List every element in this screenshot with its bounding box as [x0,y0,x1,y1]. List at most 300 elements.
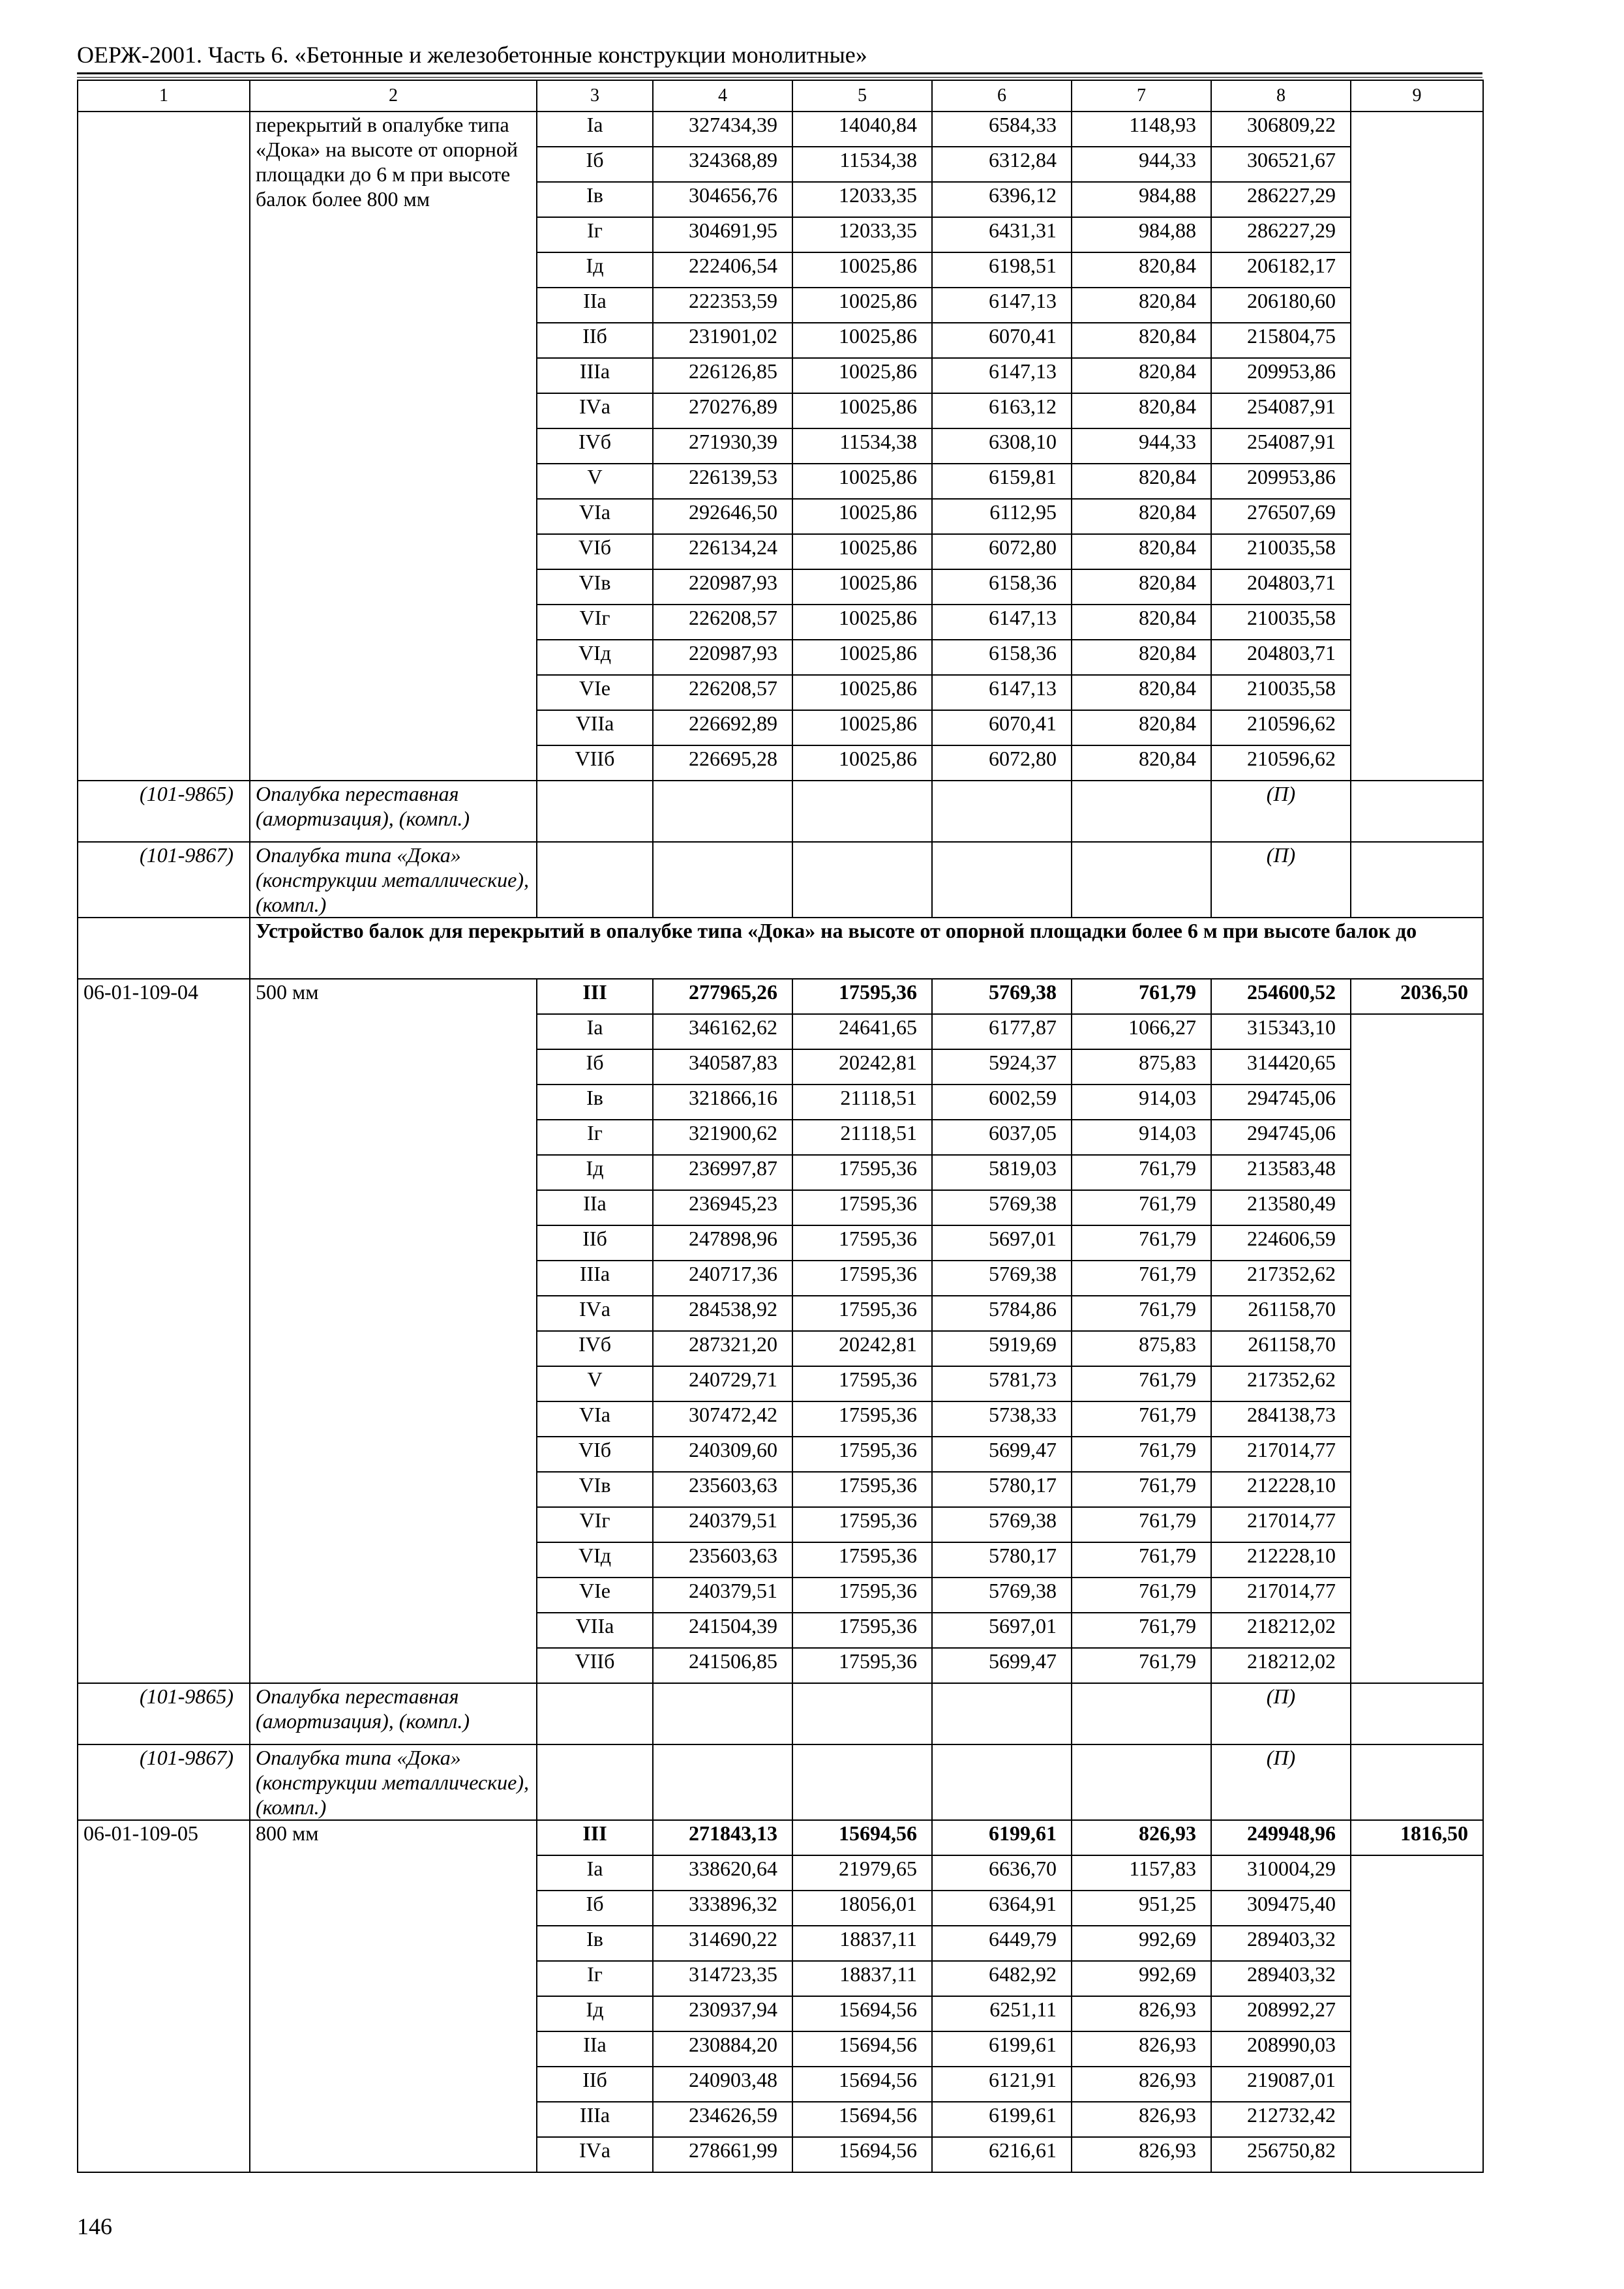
cost-value: 338620,64 [653,1855,792,1891]
column-number: 3 [537,80,653,112]
cost-value: 333896,32 [653,1891,792,1926]
cost-value: 270276,89 [653,393,792,428]
cost-value: 5697,01 [932,1225,1072,1261]
resource-name: Опалубка переставная (амортизация), (компл.) [250,781,537,842]
empty-cell [1351,1744,1483,1820]
empty-cell [792,1744,932,1820]
cost-value: 17595,36 [792,1437,932,1472]
cost-value: 261158,70 [1211,1296,1351,1331]
section-title-block [78,918,1483,979]
cost-value: 247898,96 [653,1225,792,1261]
cost-value: 219087,01 [1211,2067,1351,2102]
cost-value: 10025,86 [792,534,932,569]
cost-value: 340587,83 [653,1049,792,1085]
cost-value: 826,93 [1072,2067,1211,2102]
cost-value: 210596,62 [1211,745,1351,781]
cost-value: 10025,86 [792,252,932,288]
cost-value: 761,79 [1072,1507,1211,1542]
cost-value: 761,79 [1072,1401,1211,1437]
cost-value: 6121,91 [932,2067,1072,2102]
cost-value: 6002,59 [932,1085,1072,1120]
cost-value: 6584,33 [932,112,1072,147]
cost-value: 826,93 [1072,2031,1211,2067]
cost-value: 875,83 [1072,1331,1211,1366]
cost-value: 236997,87 [653,1155,792,1190]
resource-name: Опалубка переставная (амортизация), (компл.) [250,1683,537,1744]
cost-value: 6147,13 [932,675,1072,710]
cost-value: 5699,47 [932,1437,1072,1472]
cost-value: 6159,81 [932,464,1072,499]
cost-value: 210596,62 [1211,710,1351,745]
cost-value: 240309,60 [653,1437,792,1472]
cost-value: 5738,33 [932,1401,1072,1437]
resource-name: Опалубка типа «Дока» (конструкции металлические), (компл.) [250,1744,537,1820]
cost-value: 235603,63 [653,1542,792,1578]
cost-value: 278661,99 [653,2137,792,2172]
rate-description: перекрытий в опалубке типа «Дока» на высоте от опорной площадки до 6 м при высоте балок более 800 мм [250,112,537,781]
empty-cell [1351,1014,1483,1683]
cost-value: 306521,67 [1211,147,1351,182]
cost-value: 324368,89 [653,147,792,182]
empty-cell [1351,781,1483,842]
empty-cell [653,842,792,918]
cost-value: 307472,42 [653,1401,792,1437]
cost-value: 213583,48 [1211,1155,1351,1190]
price-zone: VIа [537,499,653,534]
cost-value: 10025,86 [792,323,932,358]
cost-value: 230884,20 [653,2031,792,2067]
cost-value: 6199,61 [932,2031,1072,2067]
cost-value: 820,84 [1072,605,1211,640]
rate-description: 500 мм [250,979,537,1683]
cost-value: 6198,51 [932,252,1072,288]
cost-value: 6177,87 [932,1014,1072,1049]
empty-cell [932,781,1072,842]
cost-value: 224606,59 [1211,1225,1351,1261]
cost-value: 222406,54 [653,252,792,288]
empty-cell [537,1683,653,1744]
cost-value: 820,84 [1072,710,1211,745]
cost-value: 5819,03 [932,1155,1072,1190]
price-zone: V [537,1366,653,1401]
block-continuation [78,112,1483,918]
cost-value: 944,33 [1072,147,1211,182]
cost-value: 761,79 [1072,1261,1211,1296]
cost-value: 327434,39 [653,112,792,147]
cost-value: 277965,26 [653,979,792,1014]
cost-value: 240903,48 [653,2067,792,2102]
cost-value: 218212,02 [1211,1648,1351,1683]
cost-value: 5780,17 [932,1542,1072,1578]
price-zone: IIб [537,1225,653,1261]
cost-value: 826,93 [1072,1996,1211,2031]
cost-value: 18837,11 [792,1961,932,1996]
resource-name: Опалубка типа «Дока» (конструкции металлические), (компл.) [250,842,537,918]
cost-value: 10025,86 [792,745,932,781]
cost-value: 276507,69 [1211,499,1351,534]
cost-value: 951,25 [1072,1891,1211,1926]
cost-value: 1157,83 [1072,1855,1211,1891]
cost-value: 17595,36 [792,1648,932,1683]
page-header: ОЕРЖ-2001. Часть 6. «Бетонные и железобетонные конструкции монолитные» [77,42,867,68]
cost-value: 226208,57 [653,675,792,710]
header-rule-thick [77,72,1482,74]
price-zone: VIе [537,1578,653,1613]
resource-code: (101-9867) [78,842,250,918]
cost-value: 215804,75 [1211,323,1351,358]
cost-value: 321866,16 [653,1085,792,1120]
cost-value: 17595,36 [792,1155,932,1190]
price-zone: VIб [537,534,653,569]
cost-value: 5769,38 [932,1507,1072,1542]
cost-value: 5784,86 [932,1296,1072,1331]
empty-cell [932,1744,1072,1820]
cost-value: 6431,31 [932,217,1072,252]
cost-value: 236945,23 [653,1190,792,1225]
cost-value: 6112,95 [932,499,1072,534]
cost-value: 217352,62 [1211,1261,1351,1296]
cost-value: 314420,65 [1211,1049,1351,1085]
cost-value: 6163,12 [932,393,1072,428]
cost-value: 761,79 [1072,1225,1211,1261]
price-zone: IVб [537,1331,653,1366]
cost-value: 220987,93 [653,569,792,605]
cost-value: 226695,28 [653,745,792,781]
cost-value: 315343,10 [1211,1014,1351,1049]
cost-value: 256750,82 [1211,2137,1351,2172]
cost-value: 231901,02 [653,323,792,358]
cost-value: 321900,62 [653,1120,792,1155]
price-zone: IIа [537,2031,653,2067]
cost-value: 15694,56 [792,1820,932,1855]
cost-value: 212228,10 [1211,1472,1351,1507]
cost-value: 6070,41 [932,710,1072,745]
cost-value: 12033,35 [792,182,932,217]
cost-value: 761,79 [1072,1578,1211,1613]
cost-value: 17595,36 [792,1401,932,1437]
resource-code: (101-9865) [78,1683,250,1744]
cost-value: 826,93 [1072,1820,1211,1855]
price-zone: Iд [537,1996,653,2031]
cost-value: 306809,22 [1211,112,1351,147]
price-zone: Iа [537,1014,653,1049]
price-zone: IIа [537,288,653,323]
cost-value: 6396,12 [932,182,1072,217]
price-zone: VIг [537,605,653,640]
cost-value: 208992,27 [1211,1996,1351,2031]
price-zone: IVа [537,2137,653,2172]
price-zone: IVб [537,428,653,464]
cost-value: 217014,77 [1211,1437,1351,1472]
price-zone: Iб [537,147,653,182]
cost-value: 310004,29 [1211,1855,1351,1891]
price-zone: Iв [537,1085,653,1120]
cost-value: 208990,03 [1211,2031,1351,2067]
cost-value: 240729,71 [653,1366,792,1401]
price-zone: V [537,464,653,499]
cost-value: 914,03 [1072,1120,1211,1155]
cost-value: 218212,02 [1211,1613,1351,1648]
cost-value: 284538,92 [653,1296,792,1331]
empty-cell [1351,1855,1483,2172]
header-rule-thin [77,77,1482,78]
cost-value: 271930,39 [653,428,792,464]
cost-value: 226208,57 [653,605,792,640]
cost-value: 2036,50 [1351,979,1483,1014]
cost-value: 21118,51 [792,1085,932,1120]
cost-value: 18837,11 [792,1926,932,1961]
cost-value: 875,83 [1072,1049,1211,1085]
cost-value: 210035,58 [1211,675,1351,710]
resource-row [78,842,1483,918]
cost-value: 226692,89 [653,710,792,745]
cost-value: 240379,51 [653,1578,792,1613]
cost-value: 309475,40 [1211,1891,1351,1926]
cost-value: 6308,10 [932,428,1072,464]
cost-value: 304656,76 [653,182,792,217]
cost-value: 222353,59 [653,288,792,323]
cost-value: 820,84 [1072,464,1211,499]
cost-value: 212228,10 [1211,1542,1351,1578]
cost-value: 820,84 [1072,288,1211,323]
empty-cell [78,918,250,979]
price-zone: VIIа [537,1613,653,1648]
cost-value: 210035,58 [1211,605,1351,640]
cost-value: 11534,38 [792,428,932,464]
cost-value: 230937,94 [653,1996,792,2031]
main-row [78,979,1483,1014]
cost-value: 14040,84 [792,112,932,147]
cost-value: 17595,36 [792,1225,932,1261]
column-number: 1 [78,80,250,112]
price-zone: VIа [537,1401,653,1437]
column-number-row [78,80,1483,112]
price-zone: Iа [537,1855,653,1891]
price-zone: Iг [537,1120,653,1155]
block-06-01-109-05 [78,1820,1483,2172]
cost-value: 217014,77 [1211,1507,1351,1542]
price-zone: VIIб [537,1648,653,1683]
cost-value: 18056,01 [792,1891,932,1926]
price-zone: Iв [537,182,653,217]
empty-cell [1072,842,1211,918]
cost-value: 17595,36 [792,979,932,1014]
column-number: 6 [932,80,1072,112]
price-zone: IIIа [537,2102,653,2137]
rates-table [77,80,1484,2173]
cost-value: 10025,86 [792,569,932,605]
cost-value: 6364,91 [932,1891,1072,1926]
section-title-row [78,918,1483,979]
cost-value: 6158,36 [932,569,1072,605]
price-zone: VIг [537,1507,653,1542]
cost-value: 12033,35 [792,217,932,252]
price-zone: III [537,1820,653,1855]
cost-value: 761,79 [1072,1296,1211,1331]
empty-cell [792,1683,932,1744]
cost-value: 254087,91 [1211,428,1351,464]
cost-value: 24641,65 [792,1014,932,1049]
price-zone: VIд [537,640,653,675]
cost-value: 761,79 [1072,1190,1211,1225]
cost-value: 209953,86 [1211,358,1351,393]
cost-value: 17595,36 [792,1613,932,1648]
column-number: 5 [792,80,932,112]
cost-value: 17595,36 [792,1366,932,1401]
cost-value: 6449,79 [932,1926,1072,1961]
cost-value: 10025,86 [792,499,932,534]
cost-value: 15694,56 [792,2067,932,2102]
cost-value: 6072,80 [932,745,1072,781]
cost-value: 15694,56 [792,2031,932,2067]
empty-cell [1351,112,1483,781]
price-zone: III [537,979,653,1014]
cost-value: 261158,70 [1211,1331,1351,1366]
cost-value: 6199,61 [932,2102,1072,2137]
cost-value: 6482,92 [932,1961,1072,1996]
cost-value: 5769,38 [932,1261,1072,1296]
price-zone: Iб [537,1891,653,1926]
column-number: 8 [1211,80,1351,112]
cost-value: 6147,13 [932,358,1072,393]
cost-value: 5780,17 [932,1472,1072,1507]
price-zone: Iб [537,1049,653,1085]
cost-value: 17595,36 [792,1261,932,1296]
cost-value: 761,79 [1072,1542,1211,1578]
empty-cell [537,842,653,918]
cost-value: 6037,05 [932,1120,1072,1155]
cost-value: 226139,53 [653,464,792,499]
price-zone: IVа [537,1296,653,1331]
cost-value: 820,84 [1072,393,1211,428]
cost-value: 15694,56 [792,2137,932,2172]
zone-row [78,112,1483,147]
cost-value: 204803,71 [1211,640,1351,675]
price-zone: VIд [537,1542,653,1578]
cost-value: 10025,86 [792,358,932,393]
cost-value: 761,79 [1072,1472,1211,1507]
cost-value: 5769,38 [932,979,1072,1014]
resource-row [78,1744,1483,1820]
price-zone: IIа [537,1190,653,1225]
rate-code: 06-01-109-04 [78,979,250,1683]
cost-value: 15694,56 [792,1996,932,2031]
price-zone: VIIб [537,745,653,781]
cost-value: 213580,49 [1211,1190,1351,1225]
price-zone: Iв [537,1926,653,1961]
empty-cell [537,781,653,842]
cost-value: 15694,56 [792,2102,932,2137]
cost-value: 992,69 [1072,1961,1211,1996]
cost-value: 6147,13 [932,288,1072,323]
cost-value: 6147,13 [932,605,1072,640]
cost-value: 761,79 [1072,1437,1211,1472]
cost-value: 286227,29 [1211,217,1351,252]
price-zone: IIIа [537,358,653,393]
cost-value: 6158,36 [932,640,1072,675]
empty-cell [932,842,1072,918]
cost-value: 10025,86 [792,464,932,499]
empty-cell [653,1744,792,1820]
rate-code: 06-01-109-05 [78,1820,250,2172]
price-zone: VIв [537,1472,653,1507]
cost-value: 5699,47 [932,1648,1072,1683]
cost-value: 1148,93 [1072,112,1211,147]
price-zone: VIб [537,1437,653,1472]
empty-cell [792,781,932,842]
resource-note: (П) [1211,1683,1351,1744]
price-zone: IIб [537,323,653,358]
cost-value: 6070,41 [932,323,1072,358]
cost-value: 220987,93 [653,640,792,675]
price-zone: IIIа [537,1261,653,1296]
cost-value: 820,84 [1072,745,1211,781]
cost-value: 17595,36 [792,1190,932,1225]
empty-cell [1072,1744,1211,1820]
price-zone: VIе [537,675,653,710]
resource-code: (101-9865) [78,781,250,842]
empty-cell [1072,781,1211,842]
price-zone: Iа [537,112,653,147]
cost-value: 761,79 [1072,1366,1211,1401]
cost-value: 209953,86 [1211,464,1351,499]
cost-value: 914,03 [1072,1085,1211,1120]
cost-value: 5697,01 [932,1613,1072,1648]
cost-value: 761,79 [1072,1648,1211,1683]
cost-value: 226126,85 [653,358,792,393]
cost-value: 5924,37 [932,1049,1072,1085]
price-zone: IVа [537,393,653,428]
cost-value: 289403,32 [1211,1926,1351,1961]
price-zone: IIб [537,2067,653,2102]
cost-value: 17595,36 [792,1578,932,1613]
cost-value: 287321,20 [653,1331,792,1366]
cost-value: 6251,11 [932,1996,1072,2031]
cost-value: 217014,77 [1211,1578,1351,1613]
cost-value: 254087,91 [1211,393,1351,428]
resource-note: (П) [1211,781,1351,842]
cost-value: 206180,60 [1211,288,1351,323]
cost-value: 294745,06 [1211,1120,1351,1155]
empty-cell [1351,842,1483,918]
cost-value: 292646,50 [653,499,792,534]
cost-value: 761,79 [1072,979,1211,1014]
cost-value: 10025,86 [792,675,932,710]
cost-value: 286227,29 [1211,182,1351,217]
cost-value: 20242,81 [792,1049,932,1085]
empty-cell [537,1744,653,1820]
cost-value: 217352,62 [1211,1366,1351,1401]
cost-value: 241506,85 [653,1648,792,1683]
empty-cell [932,1683,1072,1744]
price-zone: Iг [537,217,653,252]
empty-cell [653,1683,792,1744]
resource-code: (101-9867) [78,1744,250,1820]
cost-value: 826,93 [1072,2102,1211,2137]
cost-value: 1066,27 [1072,1014,1211,1049]
cost-value: 820,84 [1072,534,1211,569]
main-row [78,1820,1483,1855]
cost-value: 10025,86 [792,605,932,640]
cost-value: 944,33 [1072,428,1211,464]
column-number: 2 [250,80,537,112]
price-zone: VIв [537,569,653,605]
cost-value: 820,84 [1072,358,1211,393]
cost-value: 271843,13 [653,1820,792,1855]
resource-note: (П) [1211,1744,1351,1820]
cost-value: 10025,86 [792,393,932,428]
cost-value: 5769,38 [932,1190,1072,1225]
